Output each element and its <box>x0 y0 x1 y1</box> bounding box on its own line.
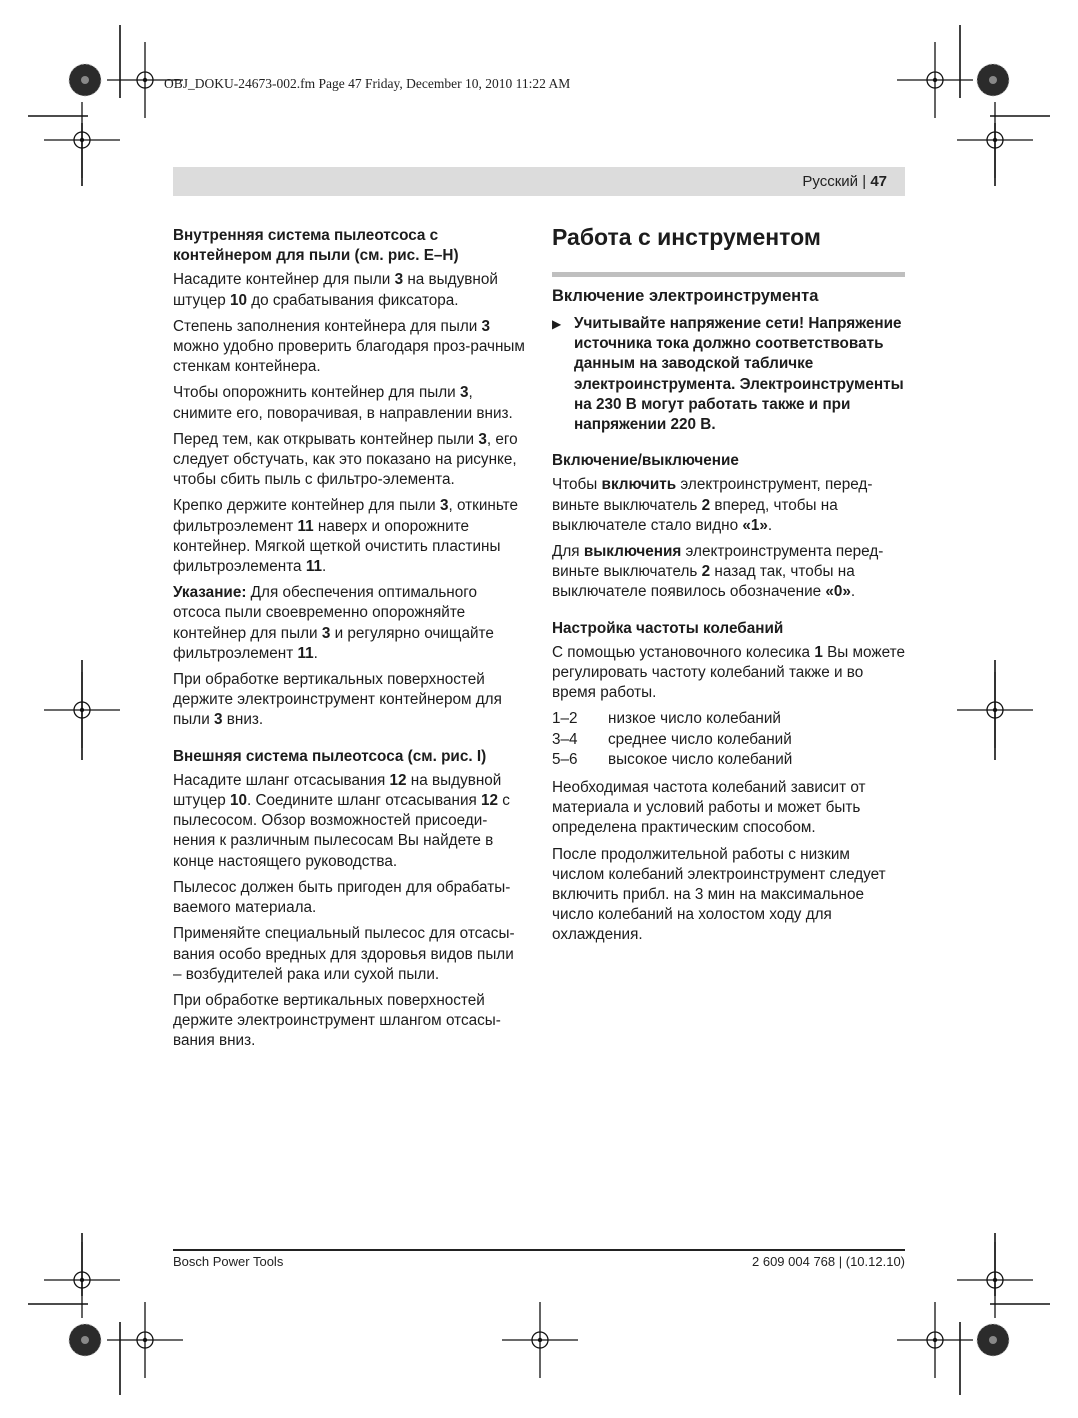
paragraph: После продолжительной работы с низким числом колебаний электроинструмент следует включить прибл. на 3 мин на максимальное число колебаний на холостом ходу для охлаждения. <box>552 845 886 944</box>
paragraph: Для выключения электроинструмента перед-виньте выключатель 2 назад так, чтобы на выключателе появилось обозначение «0». <box>552 543 884 601</box>
heading-internal-dust-extraction: Внутренняя система пылеотсоса с контейнером для пыли (см. рис. E–H) <box>173 227 459 265</box>
paragraph: Применяйте специальный пылесос для отсасы-вания особо вредных для здоровья видов пыли – возбудителей рака или сухой пыли. <box>173 925 515 983</box>
paragraph: Насадите шланг отсасывания 12 на выдувной штуцер 10. Соедините шланг отсасывания 12 с пылесосом. Обзор возможностей присоеди-нения к различным пылесосам Вы найдете в конце настоящего руководства. <box>173 771 510 870</box>
paragraph: Перед тем, как открывать контейнер пыли 3, его следует обстучать, как это показано на рисунке, чтобы сбить пыль с фильтро-элемента. <box>173 430 518 489</box>
right-column <box>552 222 905 952</box>
footer-rule <box>173 1249 905 1251</box>
note-paragraph: Указание: Для обеспечения оптимального отсоса пыли своевременно опорожняйте контейнер для пыли 3 и регулярно очищайте фильтроэлемент 11. <box>173 584 494 662</box>
footer-brand: Bosch Power Tools <box>173 1254 284 1269</box>
list-item: 5–6 высокое число колебаний <box>552 750 793 768</box>
list-item: 3–4 среднее число колебаний <box>552 730 792 748</box>
paragraph: При обработке вертикальных поверхностей держите электроинструмент контейнером для пыли 3 вниз. <box>173 671 502 729</box>
header-language: Русский <box>802 173 859 190</box>
paragraph: Чтобы включить электроинструмент, перед-виньте выключатель 2 вперед, чтобы на выключателе стало видно «1». <box>552 476 873 534</box>
triangle-bullet-icon: ▶ <box>552 317 562 331</box>
heading-on-off: Включение/выключение <box>552 452 739 470</box>
print-slug: OBJ_DOKU-24673-002.fm Page 47 Friday, December 10, 2010 11:22 AM <box>164 76 571 91</box>
paragraph: Степень заполнения контейнера для пыли 3 можно удобно проверить благодаря проз-рачным стенкам контейнера. <box>173 317 525 376</box>
paragraph: Необходимая частота колебаний зависит от материала и условий работы и может быть определена практическим способом. <box>552 779 866 837</box>
footer-doc-number: 2 609 004 768 | (10.12.10) <box>752 1254 905 1269</box>
paragraph: С помощью установочного колесика 1 Вы можете регулировать частоту колебаний также и во время работы. <box>552 643 905 702</box>
paragraph: Чтобы опорожнить контейнер для пыли 3, снимите его, поворачивая, в направлении вниз. <box>173 384 513 422</box>
paragraph: Насадите контейнер для пыли 3 на выдувной штуцер 10 до срабатывания фиксатора. <box>173 271 498 309</box>
paragraph: Крепко держите контейнер для пыли 3, откиньте фильтроэлемент 11 наверх и опорожните контейнер. Мягкой щеткой очистить пластины фильтроэлемента 11. <box>173 497 518 576</box>
section-title: Работа с инструментом <box>552 224 821 250</box>
heading-oscillation-rate: Настройка частоты колебаний <box>552 619 784 637</box>
page-number: 47 <box>870 173 887 190</box>
warning-block <box>552 314 905 435</box>
header-language-page <box>802 173 887 190</box>
header-separator: | <box>862 173 867 190</box>
warning-text: Учитывайте напряжение сети! Напряжение источника тока должно соответствовать данным на заводской табличке электроинструмента. Электроинструменты на 230 В могут работать также и при напряжении 220 В. <box>574 315 904 434</box>
paragraph: Пылесос должен быть пригоден для обрабаты-ваемого материала. <box>173 878 511 917</box>
section-rule <box>552 272 905 277</box>
page-header-bar <box>173 167 905 196</box>
heading-external-dust-extraction: Внешняя система пылеотсоса (см. рис. I) <box>173 747 487 765</box>
left-column <box>173 226 525 1058</box>
paragraph: При обработке вертикальных поверхностей держите электроинструмент шлангом отсасы-вания вниз. <box>173 991 501 1050</box>
heading-switch-on: Включение электроинструмента <box>552 287 819 305</box>
list-item: 1–2 низкое число колебаний <box>552 710 781 728</box>
oscillation-list <box>552 709 905 770</box>
